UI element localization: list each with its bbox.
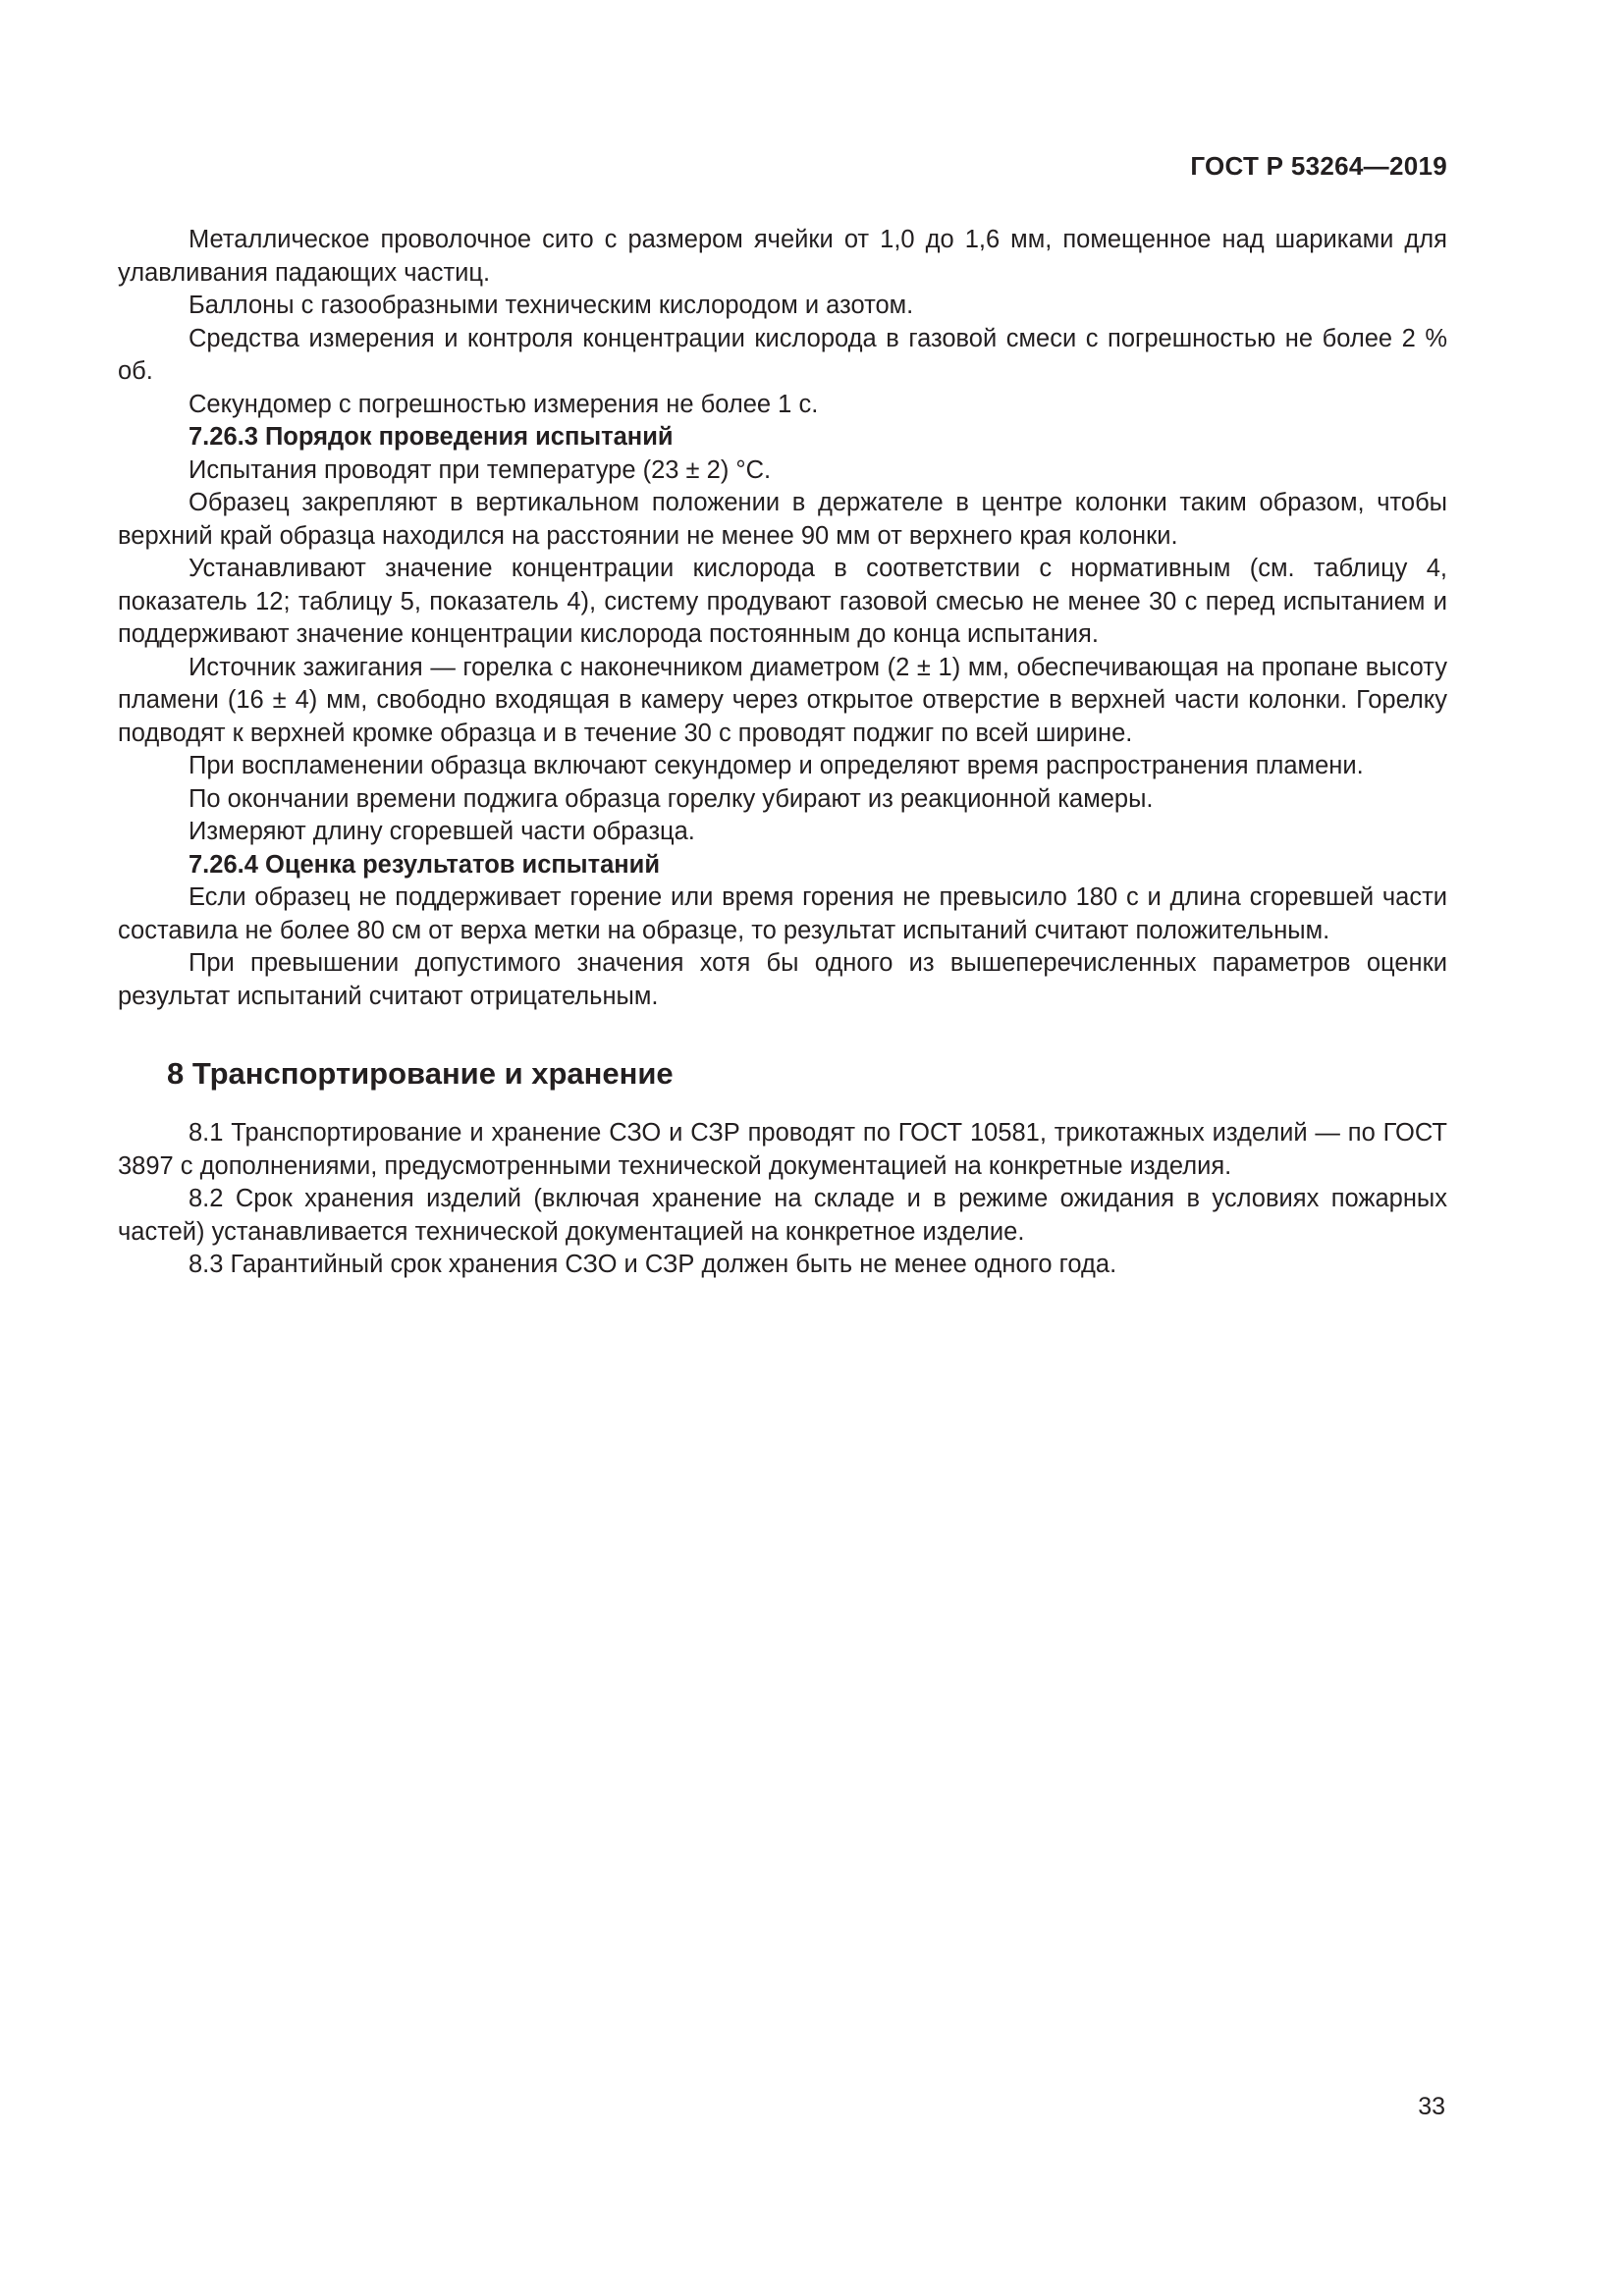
page-content (118, 224, 1447, 1282)
paragraph: 8.2 Срок хранения изделий (включая хранение на складе и в режиме ожидания в условиях пожарных частей) устанавливается технической документацией на конкретное изделие. (118, 1185, 1447, 1246)
paragraph: Баллоны с газообразными техническим кислородом и азотом. (189, 292, 914, 319)
paragraph: Испытания проводят при температуре (23 ± 2) °С. (189, 455, 772, 484)
paragraph: Источник зажигания — горелка с наконечником диаметром (2 ± 1) мм, обеспечивающая на пропане высоту пламени (16 ± 4) мм, свободно входящая в камеру через открытое отверстие в верхней части колонки. Горелку подводят к верхней кромке образца и в течение 30 с проводят поджиг по всей ширине. (118, 653, 1447, 747)
page-number: 33 (1418, 2093, 1445, 2120)
subsection-heading-7-26-4: 7.26.4 Оценка результатов испытаний (189, 850, 661, 879)
standard-code: ГОСТ Р 53264—2019 (1190, 151, 1447, 181)
paragraph: Если образец не поддерживает горение или время горения не превысило 180 с и длина сгоревшей части составила не более 80 см от верха метки на образце, то результат испытаний считают положительным. (118, 883, 1447, 944)
paragraph: По окончании времени поджига образца горелку убирают из реакционной камеры. (189, 784, 1154, 813)
paragraph: Средства измерения и контроля концентрации кислорода в газовой смеси с погрешностью не более 2 % об. (118, 324, 1447, 385)
paragraph: При превышении допустимого значения хотя бы одного из вышеперечисленных параметров оценки результат испытаний считают отрицательным. (118, 949, 1447, 1010)
paragraph: Металлическое проволочное сито с размером ячейки от 1,0 до 1,6 мм, помещенное над шариками для улавливания падающих частиц. (118, 226, 1447, 287)
paragraph: 8.1 Транспортирование и хранение СЗО и СЗР проводят по ГОСТ 10581, трикотажных изделий — по ГОСТ 3897 с дополнениями, предусмотренными технической документацией на конкретные изделия. (118, 1119, 1447, 1180)
paragraph: Устанавливают значение концентрации кислорода в соответствии с нормативным (см. таблицу 4, показатель 12; таблицу 5, показатель 4), систему продувают газовой смесью не менее 30 с перед испытанием и поддерживают значение концентрации кислорода постоянным до конца испытания. (118, 555, 1447, 648)
paragraph: 8.3 Гарантийный срок хранения СЗО и СЗР должен быть не менее одного года. (189, 1251, 1117, 1278)
subsection-heading-7-26-3: 7.26.3 Порядок проведения испытаний (189, 423, 674, 451)
paragraph: Измеряют длину сгоревшей части образца. (189, 818, 695, 845)
paragraph: Секундомер с погрешностью измерения не более 1 с. (189, 390, 819, 418)
paragraph: Образец закрепляют в вертикальном положении в держателе в центре колонки таким образом, чтобы верхний край образца находился на расстоянии не менее 90 мм от верхнего края колонки. (118, 489, 1447, 550)
paragraph: При воспламенении образца включают секундомер и определяют время распространения пламени. (189, 752, 1364, 779)
section-heading-8: 8 Транспортирование и хранение (167, 1056, 674, 1091)
